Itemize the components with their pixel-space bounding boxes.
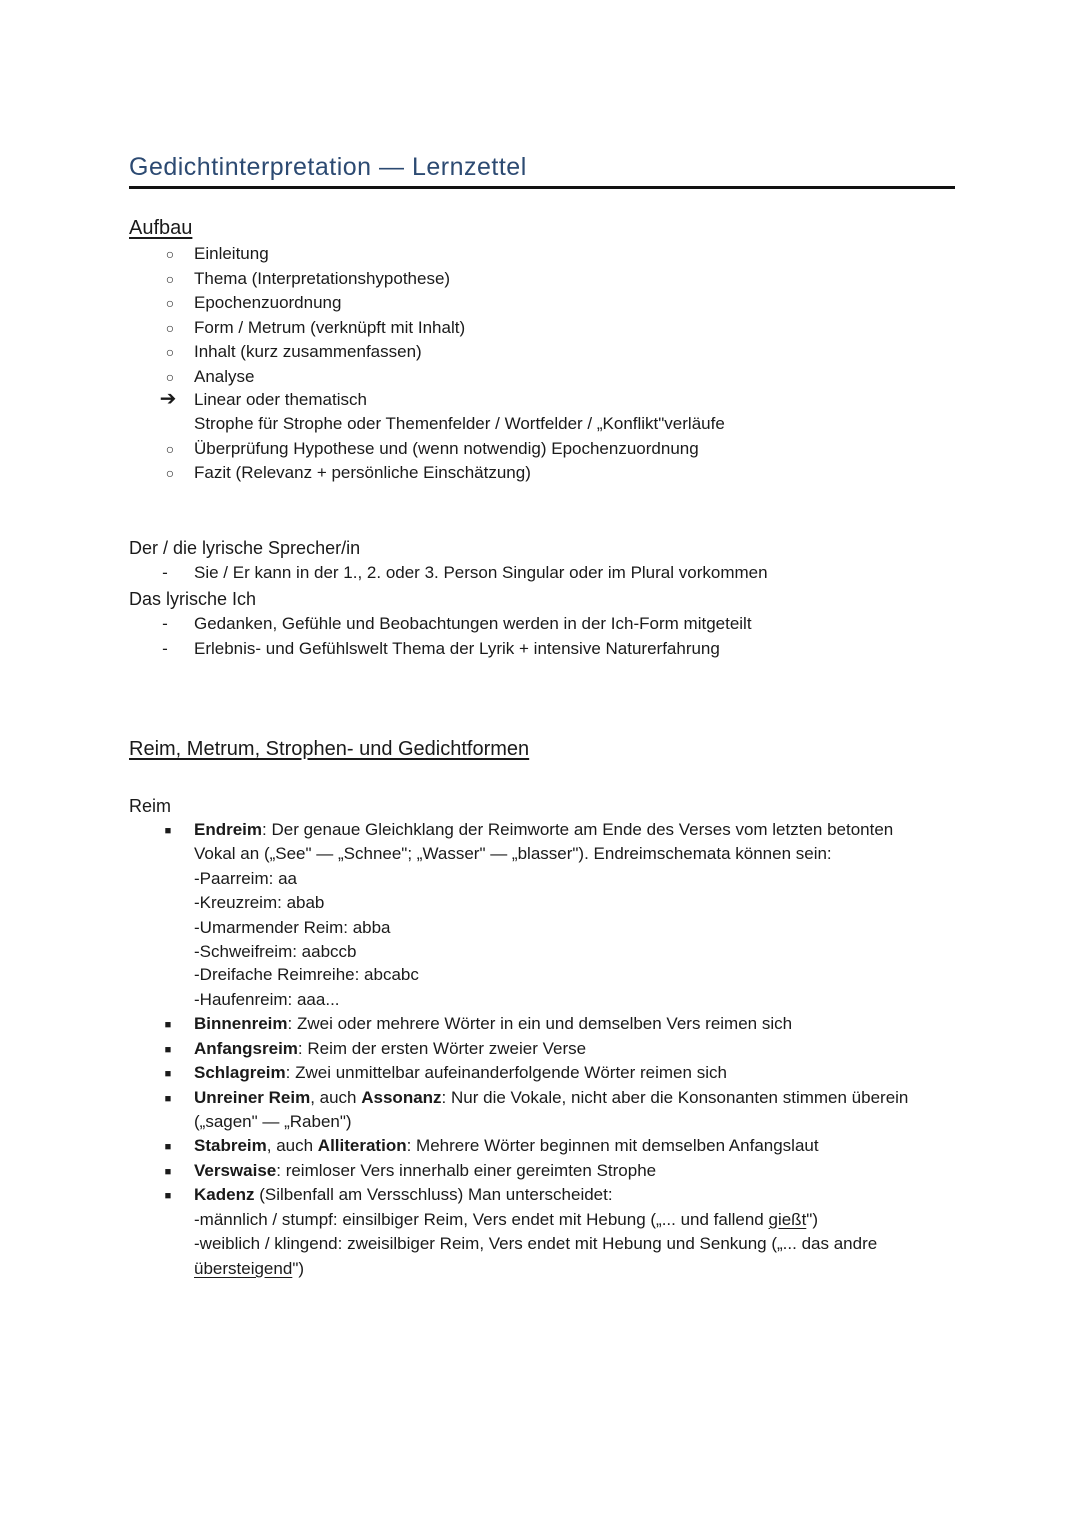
underlined-word: gießt: [768, 1210, 807, 1229]
definition: : Zwei unmittelbar aufeinanderfolgende Wörter reimen sich: [285, 1063, 727, 1082]
definition: : reimloser Vers innerhalb einer gereimten Strophe: [276, 1161, 657, 1180]
circle-bullet-icon: ○: [165, 295, 175, 311]
aufbau-item: Linear oder thematisch: [194, 390, 367, 409]
kadenz-weiblich: -weiblich / klingend: zweisilbiger Reim, Vers endet mit Hebung und Senkung („... das andre: [194, 1234, 878, 1253]
ich-item: Gedanken, Gefühle und Beobachtungen werden in der Ich-Form mitgeteilt: [194, 614, 752, 633]
definition: : Nur die Vokale, nicht aber die Konsonanten stimmen überein: [441, 1088, 909, 1107]
kadenz-line: [194, 1184, 613, 1206]
rhyme-scheme: -Haufenreim: aaa...: [194, 990, 340, 1009]
aufbau-item: Epochenzuordnung: [194, 293, 342, 312]
text-end: "): [806, 1210, 818, 1229]
term: Verswaise: [194, 1161, 277, 1180]
aufbau-item: Analyse: [194, 367, 255, 386]
underlined-word: übersteigend: [194, 1259, 293, 1278]
unreiner-reim-example: („sagen" — „Raben"): [194, 1112, 352, 1131]
term: Schlagreim: [194, 1063, 286, 1082]
rhyme-scheme: -Umarmender Reim: abba: [194, 918, 391, 937]
square-bullet-icon: ■: [164, 1068, 172, 1080]
square-bullet-icon: ■: [164, 1166, 172, 1178]
aufbau-item: Einleitung: [194, 244, 269, 263]
ich-heading: Das lyrische Ich: [129, 589, 257, 609]
aufbau-item: Thema (Interpretationshypothese): [194, 269, 451, 288]
text: -männlich / stumpf: einsilbiger Reim, Vers endet mit Hebung („... und fallend: [194, 1210, 769, 1229]
sprecher-heading: Der / die lyrische Sprecher/in: [129, 538, 361, 558]
connector: , auch: [310, 1088, 362, 1107]
term: Stabreim: [194, 1136, 267, 1155]
term: Unreiner Reim: [194, 1088, 311, 1107]
term: Anfangsreim: [194, 1039, 298, 1058]
dash-bullet-icon: -: [162, 563, 168, 582]
square-bullet-icon: ■: [164, 1019, 172, 1031]
verswaise-line: [194, 1160, 656, 1182]
ich-item: Erlebnis- und Gefühlswelt Thema der Lyrik + intensive Naturerfahrung: [194, 639, 720, 658]
square-bullet-icon: ■: [164, 1044, 172, 1056]
rhyme-scheme: -Paarreim: aa: [194, 869, 297, 888]
aufbau-item-continuation: Strophe für Strophe oder Themenfelder / Wortfelder / „Konflikt"verläufe: [194, 414, 725, 433]
definition: (Silbenfall am Versschluss) Man unterscheidet:: [254, 1185, 613, 1204]
rhyme-scheme: -Kreuzreim: abab: [194, 893, 325, 912]
term-alt: Alliteration: [317, 1136, 407, 1155]
circle-bullet-icon: ○: [165, 320, 175, 336]
aufbau-item: Inhalt (kurz zusammenfassen): [194, 342, 422, 361]
schlagreim-line: [194, 1062, 727, 1084]
anfangsreim-line: [194, 1038, 586, 1060]
circle-bullet-icon: ○: [165, 246, 175, 262]
square-bullet-icon: ■: [164, 1093, 172, 1105]
term-alt: Assonanz: [361, 1088, 442, 1107]
definition: : Reim der ersten Wörter zweier Verse: [297, 1039, 587, 1058]
dash-bullet-icon: -: [162, 614, 168, 633]
circle-bullet-icon: ○: [165, 465, 175, 481]
term: Binnenreim: [194, 1014, 288, 1033]
stabreim-line: [194, 1135, 819, 1157]
connector: , auch: [266, 1136, 318, 1155]
definition: : Der genaue Gleichklang der Reimworte am Ende des Verses vom letzten betonten: [262, 820, 894, 839]
unreiner-reim-line: [194, 1087, 908, 1109]
reim-section-heading: Reim, Metrum, Strophen- und Gedichtformen: [129, 738, 530, 760]
circle-bullet-icon: ○: [165, 441, 175, 457]
term: Endreim: [194, 820, 263, 839]
aufbau-item: Form / Metrum (verknüpft mit Inhalt): [194, 318, 466, 337]
aufbau-heading: Aufbau: [129, 217, 193, 239]
square-bullet-icon: ■: [164, 825, 172, 837]
aufbau-item: Fazit (Relevanz + persönliche Einschätzung): [194, 463, 531, 482]
term: Kadenz: [194, 1185, 255, 1204]
dash-bullet-icon: -: [162, 639, 168, 658]
definition: : Mehrere Wörter beginnen mit demselben Anfangslaut: [406, 1136, 819, 1155]
rhyme-scheme: -Schweifreim: aabccb: [194, 942, 357, 961]
kadenz-maennlich: [194, 1209, 818, 1231]
square-bullet-icon: ■: [164, 1190, 172, 1202]
rhyme-scheme: -Dreifache Reimreihe: abcabc: [194, 965, 419, 984]
square-bullet-icon: ■: [164, 1141, 172, 1153]
circle-bullet-icon: ○: [165, 344, 175, 360]
endreim-line: [194, 819, 893, 841]
kadenz-weiblich-end: [194, 1258, 304, 1280]
page-title: Gedichtinterpretation — Lernzettel: [129, 152, 955, 189]
aufbau-item: Überprüfung Hypothese und (wenn notwendig) Epochenzuordnung: [194, 439, 699, 458]
text-end: "): [292, 1259, 305, 1278]
sprecher-item: Sie / Er kann in der 1., 2. oder 3. Person Singular oder im Plural vorkommen: [194, 563, 768, 582]
endreim-line-2: Vokal an („See" — „Schnee"; „Wasser" — „blasser"). Endreimschemata können sein:: [194, 844, 832, 863]
binnenreim-line: [194, 1013, 792, 1035]
reim-subheading: Reim: [129, 796, 172, 816]
circle-bullet-icon: ○: [165, 369, 175, 385]
circle-bullet-icon: ○: [165, 271, 175, 287]
definition: : Zwei oder mehrere Wörter in ein und demselben Vers reimen sich: [287, 1014, 793, 1033]
arrow-right-icon: ➔: [159, 388, 177, 410]
